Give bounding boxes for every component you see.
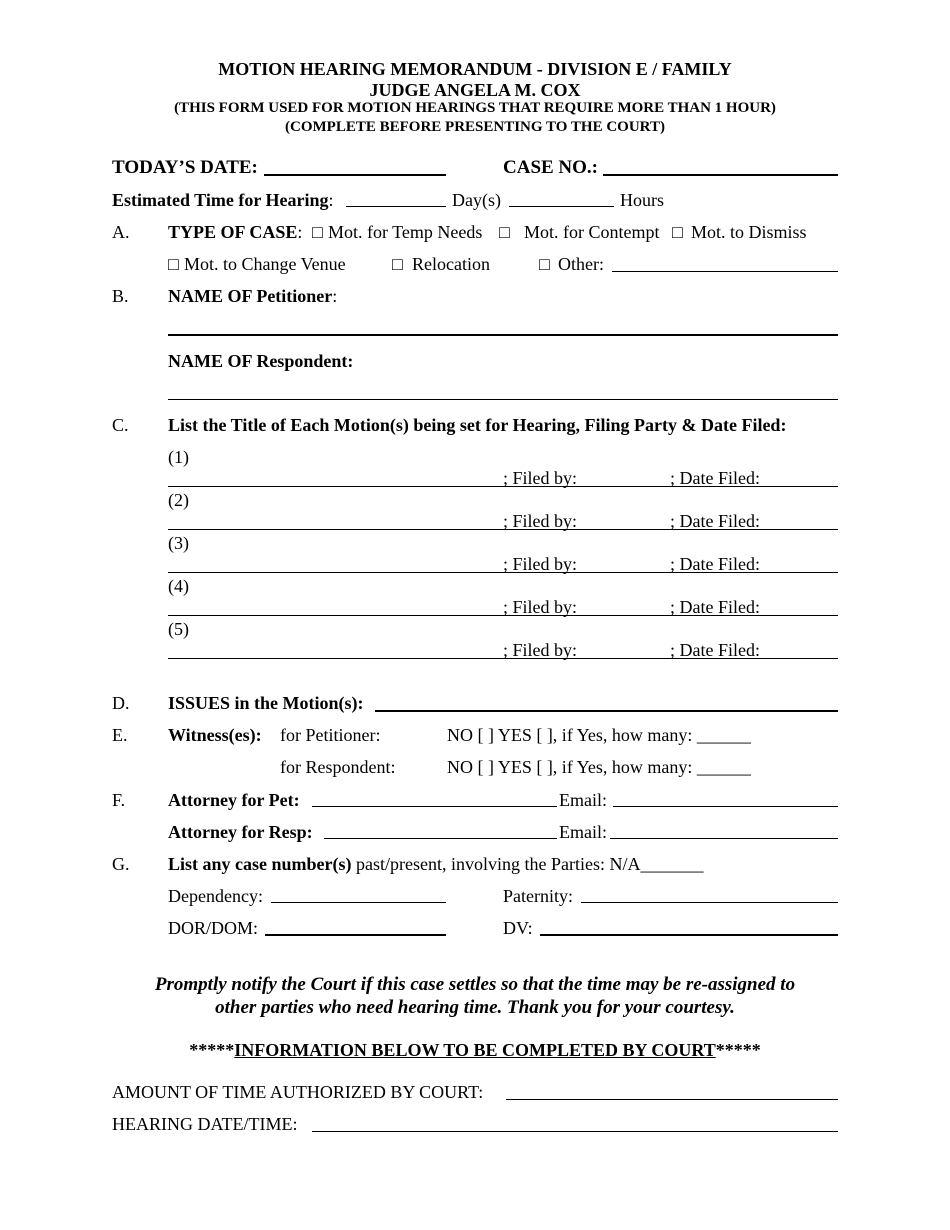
attorney-pet-label: Attorney for Pet: — [168, 790, 300, 810]
attorney-resp-email-label: Email: — [559, 822, 607, 842]
witness-respondent-label: for Respondent: — [280, 757, 396, 777]
attorney-pet-email-field[interactable] — [613, 806, 838, 807]
date-filed-label: ; Date Filed: — [670, 640, 760, 660]
case-no-field[interactable] — [603, 174, 838, 176]
form-note-usage: (THIS FORM USED FOR MOTION HEARINGS THAT REQUIRE MORE THAN 1 HOUR) — [174, 100, 776, 116]
respondent-name-field[interactable] — [168, 399, 838, 400]
motion-number: (3) — [168, 533, 189, 553]
settlement-notice-line-2: other parties who need hearing time. Thank you for your courtesy. — [215, 997, 735, 1018]
settlement-notice-line-1: Promptly notify the Court if this case settles so that the time may be re-assigned to — [154, 974, 796, 995]
option-temp-needs: Mot. for Temp Needs — [328, 222, 483, 242]
petitioner-label: NAME OF Petitioner: — [168, 286, 338, 306]
dependency-label: Dependency: — [168, 886, 263, 906]
checkbox-dismiss[interactable]: □ — [672, 222, 683, 242]
date-filed-label: ; Date Filed: — [670, 554, 760, 574]
dor-dom-field[interactable] — [265, 934, 446, 936]
other-case-type-field[interactable] — [612, 271, 838, 272]
option-relocation: Relocation — [412, 254, 490, 274]
checkbox-other[interactable]: □ — [539, 254, 550, 274]
option-change-venue: Mot. to Change Venue — [184, 254, 346, 274]
respondent-label: NAME OF Respondent: — [168, 351, 354, 371]
case-no-label: CASE NO.: — [503, 157, 599, 178]
hearing-datetime-field[interactable] — [312, 1131, 838, 1132]
option-dismiss: Mot. to Dismiss — [691, 222, 807, 242]
section-f-letter: F. — [112, 790, 126, 810]
todays-date-field[interactable] — [264, 174, 446, 176]
form-note-complete: (COMPLETE BEFORE PRESENTING TO THE COURT) — [285, 119, 665, 135]
estimated-hours-field[interactable] — [509, 206, 614, 207]
attorney-resp-email-field[interactable] — [610, 838, 838, 839]
type-of-case-label: TYPE OF CASE: — [168, 222, 303, 242]
hours-label: Hours — [620, 190, 664, 210]
attorney-resp-field[interactable] — [324, 838, 557, 839]
estimated-time-label: Estimated Time for Hearing: — [112, 190, 334, 210]
witness-petitioner-choice[interactable]: NO [ ] YES [ ], if Yes, how many: ______ — [447, 725, 751, 745]
attorney-pet-field[interactable] — [312, 806, 557, 807]
estimated-days-field[interactable] — [346, 206, 446, 207]
filed-by-label: ; Filed by: — [503, 511, 578, 531]
motion-number: (5) — [168, 619, 189, 639]
date-filed-label: ; Date Filed: — [670, 597, 760, 617]
date-filed-label: ; Date Filed: — [670, 468, 760, 488]
dv-label: DV: — [503, 918, 533, 938]
checkbox-contempt[interactable]: □ — [499, 222, 510, 242]
witnesses-label: Witness(es): — [168, 725, 262, 745]
issues-label: ISSUES in the Motion(s): — [168, 693, 364, 713]
issues-field[interactable] — [375, 710, 838, 712]
dor-dom-label: DOR/DOM: — [168, 918, 259, 938]
section-b-letter: B. — [112, 286, 129, 306]
filed-by-label: ; Filed by: — [503, 640, 578, 660]
paternity-field[interactable] — [581, 902, 838, 903]
filed-by-label: ; Filed by: — [503, 597, 578, 617]
checkbox-temp-needs[interactable]: □ — [312, 222, 323, 242]
option-other: Other: — [558, 254, 604, 274]
filed-by-label: ; Filed by: — [503, 468, 578, 488]
section-a-letter: A. — [112, 222, 130, 242]
time-authorized-field[interactable] — [506, 1099, 838, 1100]
witness-petitioner-label: for Petitioner: — [280, 725, 381, 745]
section-e-letter: E. — [112, 725, 128, 745]
motions-list-label: List the Title of Each Motion(s) being set for Hearing, Filing Party & Date Filed: — [168, 415, 787, 435]
date-filed-label: ; Date Filed: — [670, 511, 760, 531]
form-title: MOTION HEARING MEMORANDUM - DIVISION E / FAMILY — [218, 59, 732, 79]
checkbox-change-venue[interactable]: □ — [168, 254, 179, 274]
filed-by-label: ; Filed by: — [503, 554, 578, 574]
dependency-field[interactable] — [271, 902, 446, 903]
section-c-letter: C. — [112, 415, 129, 435]
paternity-label: Paternity: — [503, 886, 573, 906]
attorney-resp-label: Attorney for Resp: — [168, 822, 313, 842]
dv-field[interactable] — [540, 934, 838, 936]
attorney-pet-email-label: Email: — [559, 790, 607, 810]
time-authorized-label: AMOUNT OF TIME AUTHORIZED BY COURT: — [112, 1082, 484, 1102]
motion-number: (2) — [168, 490, 189, 510]
case-numbers-label: List any case number(s) past/present, involving the Parties: N/A_______ — [168, 854, 704, 874]
court-section-heading: *****INFORMATION BELOW TO BE COMPLETED BY COURT***** — [189, 1040, 761, 1060]
section-g-letter: G. — [112, 854, 130, 874]
section-d-letter: D. — [112, 693, 130, 713]
option-contempt: Mot. for Contempt — [524, 222, 660, 242]
checkbox-relocation[interactable]: □ — [392, 254, 403, 274]
motion-number: (1) — [168, 447, 189, 467]
petitioner-name-field[interactable] — [168, 334, 838, 336]
days-label: Day(s) — [452, 190, 501, 210]
judge-name: JUDGE ANGELA M. COX — [369, 80, 581, 100]
todays-date-label: TODAY’S DATE: — [112, 157, 258, 178]
witness-respondent-choice[interactable]: NO [ ] YES [ ], if Yes, how many: ______ — [447, 757, 751, 777]
motion-number: (4) — [168, 576, 189, 596]
hearing-datetime-label: HEARING DATE/TIME: — [112, 1114, 298, 1134]
